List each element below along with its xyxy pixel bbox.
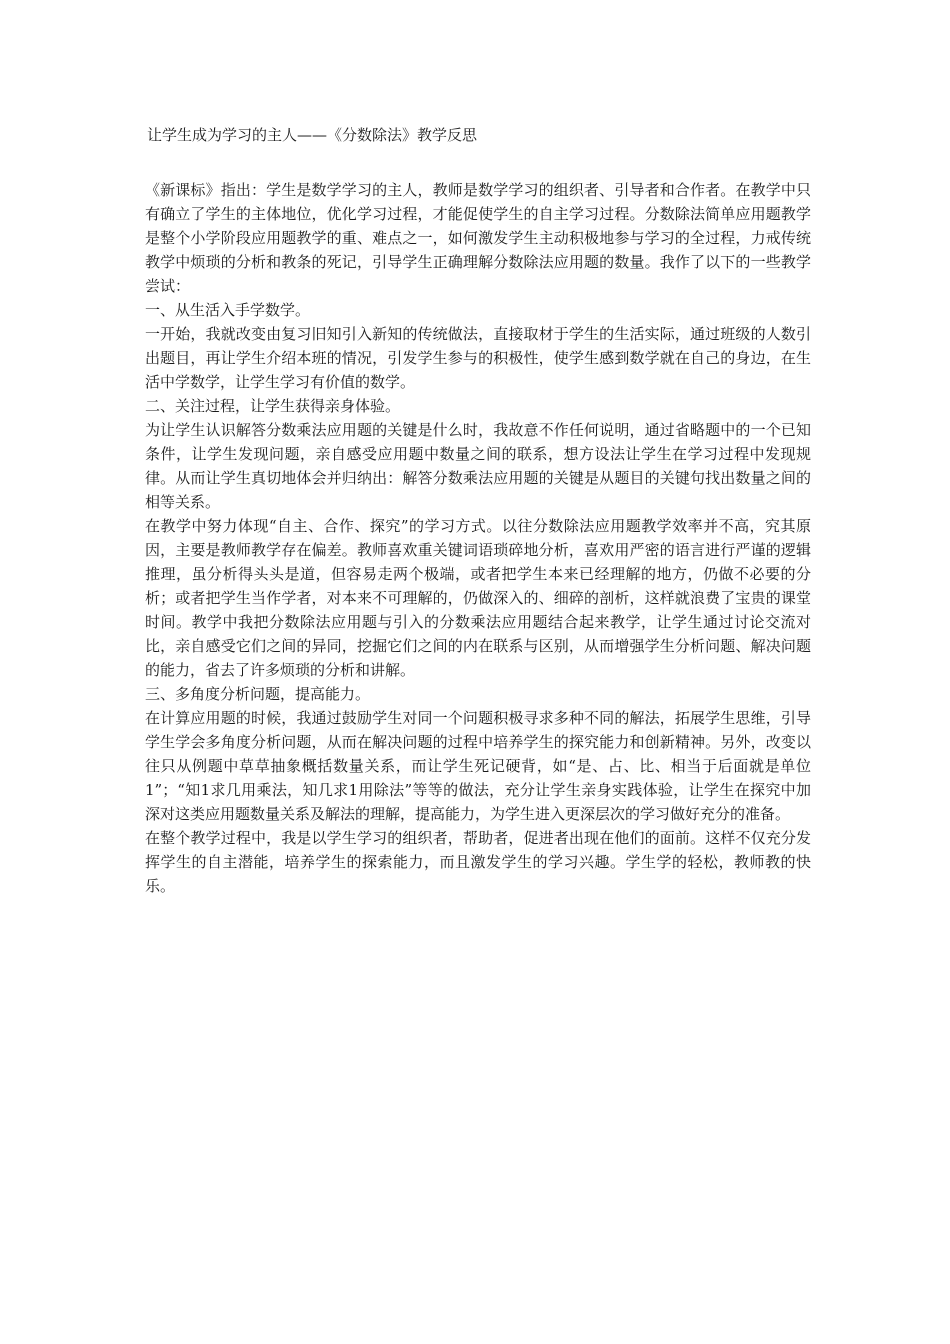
section-1-paragraph: 一开始，我就改变由复习旧知引入新知的传统做法，直接取材于学生的生活实际，通过班级的人数引出题目，再让学生介绍本班的情况，引发学生参与的积极性，使学生感到数学就在自己的身边，在生活中学数学，让学生学习有价值的数学。 xyxy=(145,325,811,391)
document-title: 让学生成为学习的主人——《分数除法》教学反思 xyxy=(147,126,478,144)
section-heading-2: 二、关注过程，让学生获得亲身体验。 xyxy=(145,397,401,415)
section-2-paragraph-2: 在教学中努力体现“自主、合作、探究”的学习方式。以往分数除法应用题教学效率并不高，究其原因，主要是教师教学存在偏差。教师喜欢重关键词语琐碎地分析，喜欢用严密的语言进行严谨的逻辑推理，虽分析得头头是道，但容易走两个极端，或者把学生本来已经理解的地方，仍做不必要的分析；或者把学生当作学者，对本来不可理解的，仍做深入的、细碎的剖析，这样就浪费了宝贵的课堂时间。教学中我把分数除法应用题与引入的分数乘法应用题结合起来教学，让学生通过讨论交流对比，亲自感受它们之间的异同，挖掘它们之间的内在联系与区别，从而增强学生分析问题、解决问题的能力，省去了许多烦琐的分析和讲解。 xyxy=(145,517,811,679)
section-heading-1: 一、从生活入手学数学。 xyxy=(145,301,311,319)
document-body xyxy=(145,178,811,898)
section-3-paragraph: 在计算应用题的时候，我通过鼓励学生对同一个问题积极寻求多种不同的解法，拓展学生思维，引导学生学会多角度分析问题，从而在解决问题的过程中培养学生的探究能力和创新精神。另外，改变以往只从例题中草草抽象概括数量关系，而让学生死记硬背，如“是、占、比、相当于后面就是单位1”；“知1求几用乘法，知几求1用除法”等等的做法，充分让学生亲身实践体验，让学生在探究中加深对这类应用题数量关系及解法的理解，提高能力，为学生进入更深层次的学习做好充分的准备。 xyxy=(145,709,811,823)
section-2-paragraph-1: 为让学生认识解答分数乘法应用题的关键是什么时，我故意不作任何说明，通过省略题中的一个已知条件，让学生发现问题，亲自感受应用题中数量之间的联系，想方设法让学生在学习过程中发现规律。从而让学生真切地体会并归纳出：解答分数乘法应用题的关键是从题目的关键句找出数量之间的相等关系。 xyxy=(145,421,811,511)
intro-paragraph: 《新课标》指出：学生是数学学习的主人，教师是数学学习的组织者、引导者和合作者。在教学中只有确立了学生的主体地位，优化学习过程，才能促使学生的自主学习过程。分数除法简单应用题教学是整个小学阶段应用题教学的重、难点之一，如何激发学生主动积极地参与学习的全过程，力戒传统教学中烦琐的分析和教条的死记，引导学生正确理解分数除法应用题的数量。我作了以下的一些教学尝试： xyxy=(145,181,811,295)
section-heading-3: 三、多角度分析问题，提高能力。 xyxy=(145,685,371,703)
conclusion-paragraph: 在整个教学过程中，我是以学生学习的组织者，帮助者，促进者出现在他们的面前。这样不仅充分发挥学生的自主潜能，培养学生的探索能力，而且激发学生的学习兴趣。学生学的轻松，教师教的快乐。 xyxy=(145,829,811,895)
